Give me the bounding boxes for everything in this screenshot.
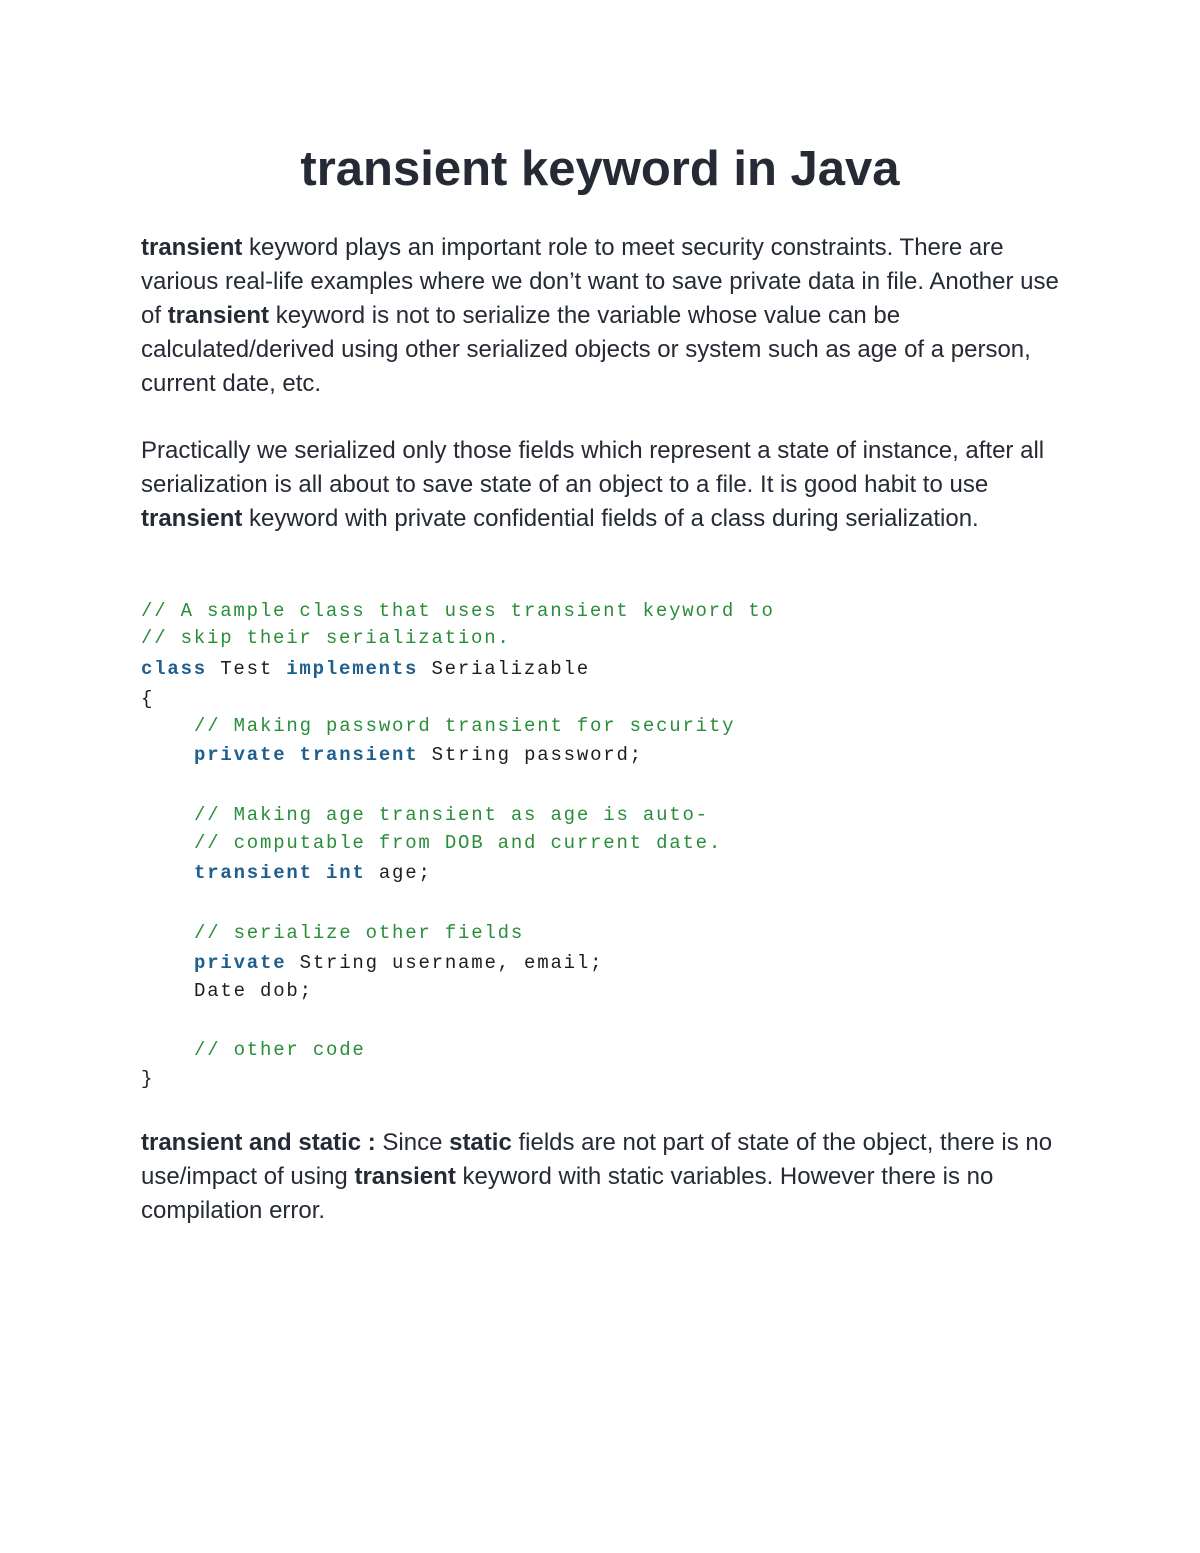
code-text: String password; bbox=[418, 744, 643, 766]
code-keyword: int bbox=[326, 862, 366, 884]
bold-term: transient bbox=[141, 505, 243, 532]
intro-paragraph bbox=[141, 231, 1071, 401]
code-text: age; bbox=[365, 862, 432, 884]
code-comment: // Making password transient for security bbox=[194, 715, 736, 737]
code-brace: } bbox=[141, 1068, 155, 1090]
page-title: transient keyword in Java bbox=[300, 142, 900, 196]
code-keyword: private bbox=[194, 744, 287, 766]
code-comment: // Making age transient as age is auto- bbox=[194, 804, 709, 826]
code-comment: // A sample class that uses transient keyword to bbox=[141, 600, 775, 622]
paragraph-text: fields are not part of state of the object, there is no use/impact of using bbox=[141, 1129, 1053, 1190]
code-keyword: private bbox=[194, 952, 287, 974]
code-keyword: transient bbox=[299, 744, 419, 766]
code-keyword: implements bbox=[286, 658, 419, 680]
code-keyword: class bbox=[141, 658, 208, 680]
paragraph-text: keyword with private confidential fields of a class during serialization. bbox=[242, 505, 979, 532]
code-line bbox=[194, 861, 432, 885]
static-paragraph bbox=[141, 1126, 1071, 1228]
paragraph-text: keyword plays an important role to meet security constraints. There are various real-life examples where we don’t want to save private data in file. Another use of bbox=[141, 234, 1059, 329]
bold-term: transient bbox=[354, 1163, 456, 1190]
practice-paragraph bbox=[141, 434, 1071, 536]
paragraph-text: keyword with static variables. However there is no compilation error. bbox=[141, 1163, 994, 1224]
code-brace: { bbox=[141, 688, 155, 710]
bold-term: transient bbox=[141, 234, 243, 261]
code-comment: // computable from DOB and current date. bbox=[194, 832, 723, 854]
code-line bbox=[194, 743, 643, 767]
bold-term: static bbox=[449, 1129, 512, 1156]
code-keyword: transient bbox=[194, 862, 313, 884]
code-text: Serializable bbox=[418, 658, 590, 680]
code-comment: // skip their serialization. bbox=[141, 627, 511, 649]
paragraph-text: Practically we serialized only those fields which represent a state of instance, after all serialization is all about to save state of an object to a file. It is good habit to use bbox=[141, 437, 1045, 498]
bold-term: transient and static : bbox=[141, 1129, 376, 1156]
code-line bbox=[194, 951, 603, 975]
code-comment: // other code bbox=[194, 1039, 366, 1061]
code-line bbox=[141, 657, 590, 681]
bold-term: transient bbox=[167, 302, 270, 329]
code-text: Test bbox=[207, 658, 287, 680]
code-line: Date dob; bbox=[194, 980, 313, 1002]
code-comment: // serialize other fields bbox=[194, 922, 525, 944]
code-text: String username, email; bbox=[286, 952, 604, 974]
paragraph-text: Since bbox=[375, 1129, 450, 1156]
paragraph-text: keyword is not to serialize the variable whose value can be calculated/derived using other serialized objects or system such as age of a person, current date, etc. bbox=[141, 302, 1031, 397]
